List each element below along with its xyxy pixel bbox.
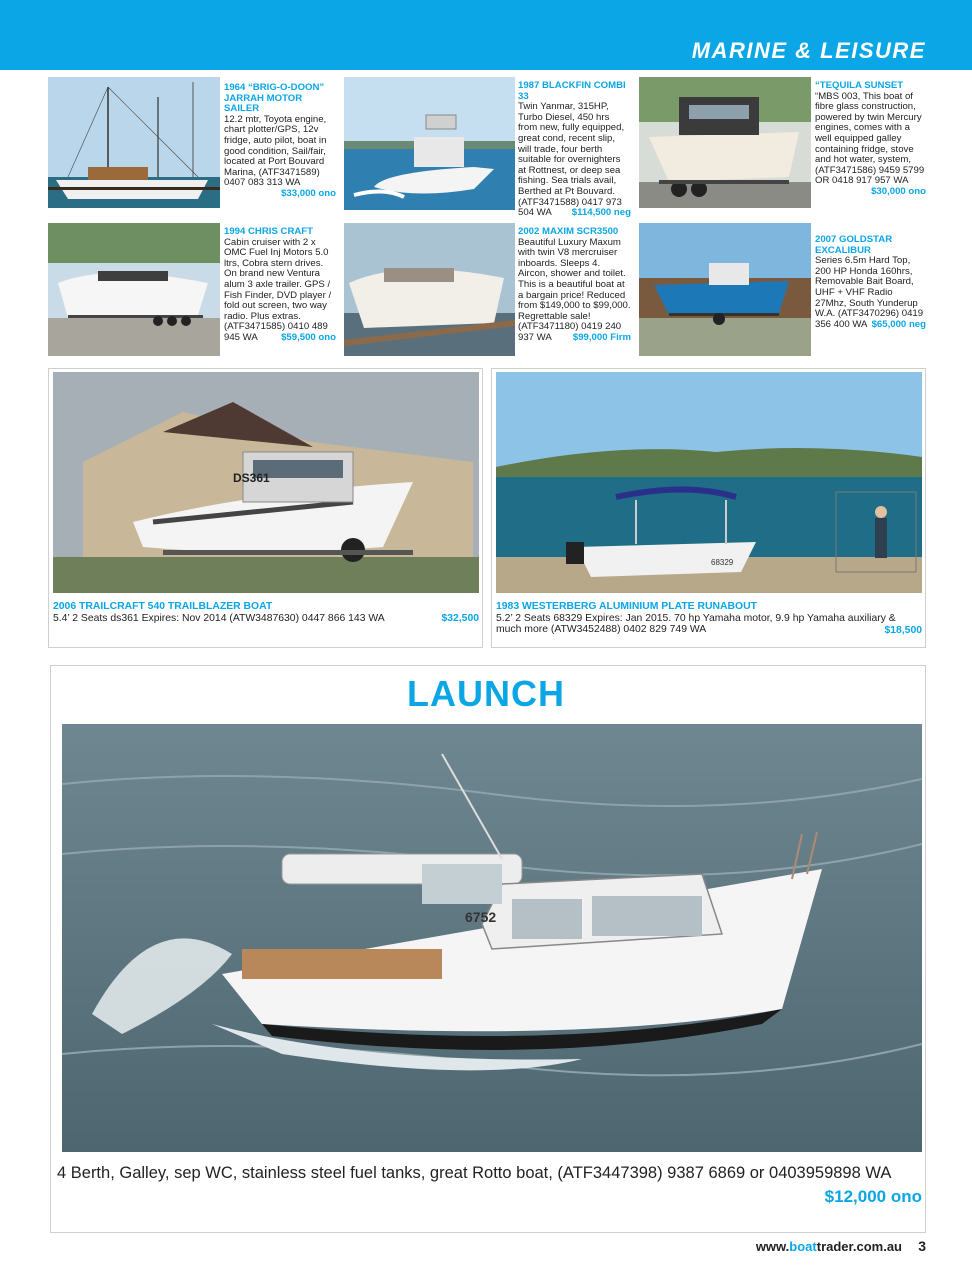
listing-price: $59,500 ono	[281, 331, 336, 343]
westerberg-photo	[496, 372, 922, 593]
hull-marking: DS361	[233, 471, 270, 485]
listing-ad-chris-craft[interactable]	[224, 227, 336, 344]
listing-price: $99,000 Firm	[572, 331, 631, 343]
listing-price: $114,500 neg	[571, 207, 631, 219]
listing-description: Beautiful Luxury Maxum with twin V8 mercruiser inboards. Sleeps 4. Aircon, shower and toilet. This is a beautiful boat at a bargain price! Reduced from $149,000 to $99,000. Regrettable sale! (ATF3471180) 0419 240 937 WA	[518, 236, 631, 343]
url-brand: boat	[789, 1239, 817, 1254]
launch-heading: LAUNCH	[407, 673, 565, 714]
maxum-photo	[344, 223, 515, 356]
featured-title: 1983 WESTERBERG ALUMINIUM PLATE RUNABOUT	[496, 601, 757, 612]
launch-price: $12,000 ono	[824, 1187, 922, 1206]
listing-ad-brig-o-doon[interactable]	[224, 83, 336, 200]
featured-description: 5.2’ 2 Seats 68329 Expires: Jan 2015. 70 hp Yamaha motor, 9.9 hp Yamaha auxiliary & much more (ATW3452488) 0402 829 749 WA	[496, 612, 896, 636]
listing-title: “TEQUILA SUNSET	[815, 80, 904, 91]
trailcraft-photo	[53, 372, 479, 593]
listing-title: 1987 BLACKFIN COMBI 33	[518, 80, 626, 102]
launch-photo	[62, 724, 922, 1152]
featured-description: 5.4’ 2 Seats ds361 Expires: Nov 2014 (ATW3487630) 0447 866 143 WA	[53, 612, 385, 624]
launch-description: 4 Berth, Galley, sep WC, stainless steel fuel tanks, great Rotto boat, (ATF3447398) 9387 6869 or 0403959898 WA	[57, 1164, 892, 1182]
listing-description: Series 6.5m Hard Top, 200 HP Honda 160hrs, Removable Bait Board, UHF + VHF Radio 27Mhz, South Yunderup W.A. (ATF3470296) 0419 356 400 WA	[815, 255, 924, 330]
listing-title: 2007 GOLDSTAR EXCALIBUR	[815, 234, 893, 256]
listing-description: Twin Yanmar, 315HP, Turbo Diesel, 450 hrs from new, fully equipped, great cond, recent slip, will trade, four berth suitable for overnighters at Rottnest, or deep sea fishing. Sea trials avail, Berthed at Pt Bouvard. (ATF3471588) 0417 973 504 WA	[518, 101, 625, 219]
featured-price: $32,500	[441, 613, 479, 624]
listing-description: “MBS 003, This boat of fibre glass construction, powered by twin Mercury engines, comes with a well equipped galley containing fridge, stove and hot water, system, (ATF3471586) 9459 5799 OR 0418 917 957 WA	[815, 90, 925, 187]
sportfisher-photo	[344, 77, 515, 210]
listing-price: $33,000 ono	[281, 187, 336, 199]
listing-ad-goldstar[interactable]	[815, 235, 926, 330]
listing-title: 1964 “BRIG-O-DOON” JARRAH MOTOR SAILER	[224, 82, 325, 115]
listing-ad-tequila-sunset[interactable]	[815, 81, 926, 198]
listing-title: 1994 CHRIS CRAFT	[224, 226, 314, 237]
goldstar-photo	[639, 223, 811, 356]
featured-title: 2006 TRAILCRAFT 540 TRAILBLAZER BOAT	[53, 601, 273, 612]
featured-ad-westerberg[interactable]	[496, 601, 922, 639]
sailboat-photo	[48, 77, 220, 208]
hull-marking: 68329	[711, 558, 734, 567]
featured-price: $18,500	[884, 625, 922, 636]
url-prefix: www.	[755, 1239, 790, 1254]
section-title: MARINE & LEISURE	[691, 38, 926, 63]
listing-price: $65,000 neg	[871, 318, 926, 330]
listing-price: $30,000 ono	[871, 185, 926, 197]
cruiser-trailer-photo	[639, 77, 811, 208]
listing-title: 2002 MAXIM SCR3500	[518, 226, 619, 237]
cabin-cruiser-photo	[48, 223, 220, 356]
hull-marking: 6752	[465, 909, 497, 925]
listing-ad-blackfin[interactable]	[518, 81, 631, 219]
url-suffix: trader.com.au	[816, 1239, 902, 1254]
listing-description: Cabin cruiser with 2 x OMC Fuel Inj Motors 5.0 ltrs, Cobra stern drives. On brand new Ventura alum 3 axle trailer. GPS / Fish Finder, DVD player / fold out screen, two way radio. Plus extras. (ATF3471585) 0410 489 945 WA	[224, 236, 332, 343]
listing-ad-maxim[interactable]	[518, 227, 631, 344]
page-number: 3	[918, 1238, 926, 1254]
listing-description: 12.2 mtr, Toyota engine, chart plotter/GPS, 12v fridge, auto pilot, boat in good condition, Sail/fair, located at Port Bouvard Marina, (ATF3471589) 0407 083 313 WA	[224, 113, 327, 189]
publisher-url[interactable]	[756, 1239, 902, 1254]
featured-ad-trailcraft[interactable]	[53, 601, 479, 627]
